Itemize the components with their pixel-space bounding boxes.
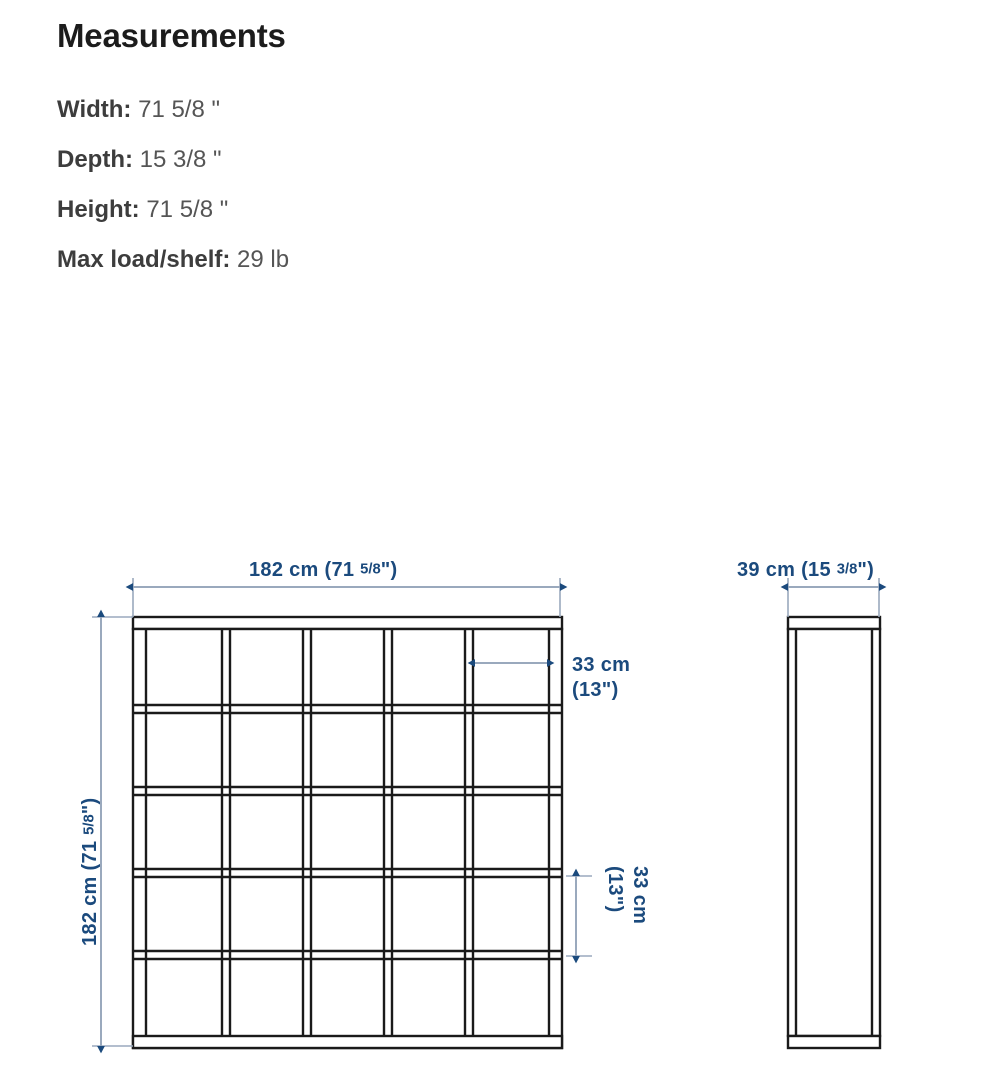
dimension-depth [788,578,879,617]
dimension-label-cell-width [572,653,630,703]
spec-label-height: Height: [57,195,140,223]
dimension-label-height-metric: 182 cm [79,876,101,946]
measurements-panel [57,16,677,298]
spec-value-width: 71 5/8 " [138,95,221,123]
spec-value-max-load: 29 lb [237,245,290,273]
dimension-label-depth [737,558,874,583]
dimension-label-height [78,798,103,947]
page-title: Measurements [57,17,286,54]
dimension-label-height-fraction: 5/8 [81,814,98,835]
spec-row-max-load [57,245,677,273]
spec-row-height [57,195,677,223]
dimension-label-depth-imperial-open: (15 [801,559,837,581]
spec-row-width [57,95,677,123]
dimension-label-cell-height-line2: (13") [604,866,626,913]
dimension-label-cell-width-line2: (13") [572,679,619,701]
dimension-label-cell-height [602,866,652,924]
dimension-label-width-imperial-close: ") [380,559,398,581]
spec-value-height: 71 5/8 " [146,195,229,223]
front-elevation-shelf [133,617,562,1048]
spec-label-width: Width: [57,95,132,123]
dimension-label-cell-width-line1: 33 cm [572,654,631,676]
spec-label-depth: Depth: [57,145,133,173]
dimension-label-width-fraction: 5/8 [360,561,381,578]
dimension-label-width-imperial-open: (71 [324,559,361,581]
shelf-horizontal-dividers [133,705,562,959]
dimension-width [133,578,560,617]
dimension-label-depth-fraction: 3/8 [836,561,858,578]
spec-label-max-load: Max load/shelf: [57,245,231,273]
dimension-label-depth-imperial-close: ") [857,559,875,581]
dimension-cell-height [566,876,592,956]
shelf-vertical-dividers [222,629,473,1036]
dimension-label-cell-height-line1: 33 cm [629,866,651,925]
spec-row-depth [57,145,677,173]
dimension-label-height-imperial-close: ") [79,797,101,815]
side-elevation-shelf [788,617,880,1048]
dimension-label-width [249,558,398,583]
dimension-label-depth-metric: 39 cm [737,559,796,581]
dimension-label-width-metric: 182 cm [249,559,319,581]
dimension-label-height-imperial-open: (71 [79,834,101,871]
spec-value-depth: 15 3/8 " [139,145,222,173]
